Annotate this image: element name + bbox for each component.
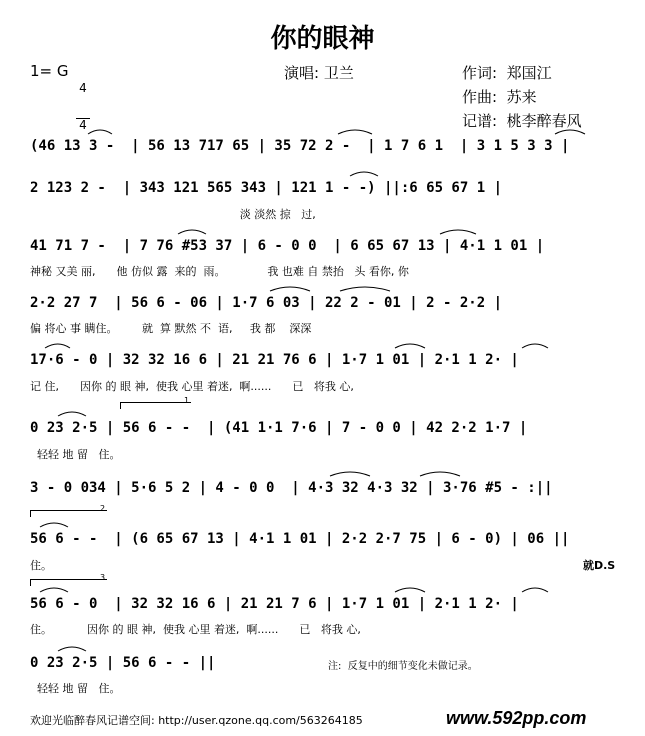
slur: [338, 130, 372, 134]
slur: [350, 172, 378, 176]
singer: 演唱: 卫兰: [284, 64, 354, 82]
lyric-line-4: 偏 将心 事 瞒住。 就 算 默然 不 语, 我 都 深深: [30, 322, 312, 335]
site-watermark: www.592pp.com: [446, 708, 587, 728]
lyric-line-5: 记 住, 因你 的 眼 神, 使我 心里 着迷, 啊...... 已 将我 心,: [30, 380, 354, 393]
slur: [330, 472, 370, 476]
slur: [178, 230, 206, 234]
score-line-9: 56 6 - 0 | 32 32 16 6 | 21 21 7 6 | 1·7 1 01 | 2·1 1 2· |: [30, 596, 519, 612]
score-line-5: 17·6 - 0 | 32 32 16 6 | 21 21 76 6 | 1·7 1 01 | 2·1 1 2· |: [30, 352, 519, 368]
song-title: 你的眼神: [270, 24, 375, 54]
slur: [440, 230, 476, 234]
slur: [45, 344, 70, 348]
slur: [270, 287, 310, 291]
transcriber: 记谱: 桃李醉春风: [462, 112, 582, 130]
lyric-line-9: 住。 因你 的 眼 神, 使我 心里 着迷, 啊...... 已 将我 心,: [30, 623, 361, 636]
lyric-line-8: 住。: [30, 559, 52, 572]
slur: [58, 647, 86, 651]
score-line-8: 56 6 - - | (6 65 67 13 | 4·1 1 01 | 2·2 2·7 75 | 6 - 0) | 06 ||: [30, 531, 570, 547]
lyric-line-6: 轻轻 地 留 住。: [30, 448, 121, 461]
da-segno-mark: 就D.S: [583, 559, 616, 572]
volta-bracket-3: [30, 579, 107, 586]
score-line-2: 2 123 2 - | 343 121 565 343 | 121 1 - -) ||:6 65 67 1 |: [30, 180, 503, 196]
score-line-4: 2·2 27 7 | 56 6 - 06 | 1·7 6 03 | 22 2 - 01 | 2 - 2·2 |: [30, 295, 503, 311]
volta-number-1: 1: [184, 396, 190, 405]
slur: [58, 412, 86, 416]
slur: [40, 523, 68, 527]
slur: [88, 130, 112, 134]
volta-number-3: 3: [100, 573, 106, 582]
slur: [522, 344, 548, 348]
lyricist: 作词: 郑国江: [462, 64, 552, 82]
slur: [340, 287, 390, 291]
composer: 作曲: 苏来: [462, 88, 537, 106]
slur: [395, 588, 425, 592]
volta-bracket-2: [30, 510, 107, 517]
slur: [522, 588, 548, 592]
slur: [420, 472, 460, 476]
lyric-line-2: 淡 淡然 掠 过,: [30, 208, 316, 221]
remark-note: 注: 反复中的细节变化未做记录。: [328, 661, 478, 672]
key-signature: 1= G: [30, 62, 69, 80]
score-line-10: 0 23 2·5 | 56 6 - - ||: [30, 655, 216, 671]
time-signature-top: 4: [79, 81, 87, 95]
time-signature: [76, 58, 90, 143]
volta-number-2: 2: [100, 504, 106, 513]
slur: [40, 588, 68, 592]
lyric-line-3: 神秘 又美 丽, 他 仿似 露 来的 雨。 我 也难 自 禁抬 头 看你, 你: [30, 265, 409, 278]
time-signature-bottom: 4: [76, 118, 90, 131]
score-line-7: 3 - 0 034 | 5·6 5 2 | 4 - 0 0 | 4·3 32 4·3 32 | 3·76 #5 - :||: [30, 480, 553, 496]
score-line-3: 41 71 7 - | 7 76 #53 37 | 6 - 0 0 | 6 65 67 13 | 4·1 1 01 |: [30, 238, 545, 254]
slur: [395, 344, 425, 348]
score-line-1: (46 13 3 - | 56 13 717 65 | 35 72 2 - | 1 7 6 1 | 3 1 5 3 3 |: [30, 138, 570, 154]
volta-bracket-1: [120, 402, 191, 409]
score-line-6: 0 23 2·5 | 56 6 - - | (41 1·1 7·6 | 7 - 0 0 | 42 2·2 1·7 |: [30, 420, 528, 436]
lyric-line-10: 轻轻 地 留 住。: [30, 682, 121, 695]
footer-text: 欢迎光临醉春风记谱空间: http://user.qzone.qq.com/563264185: [30, 714, 363, 727]
